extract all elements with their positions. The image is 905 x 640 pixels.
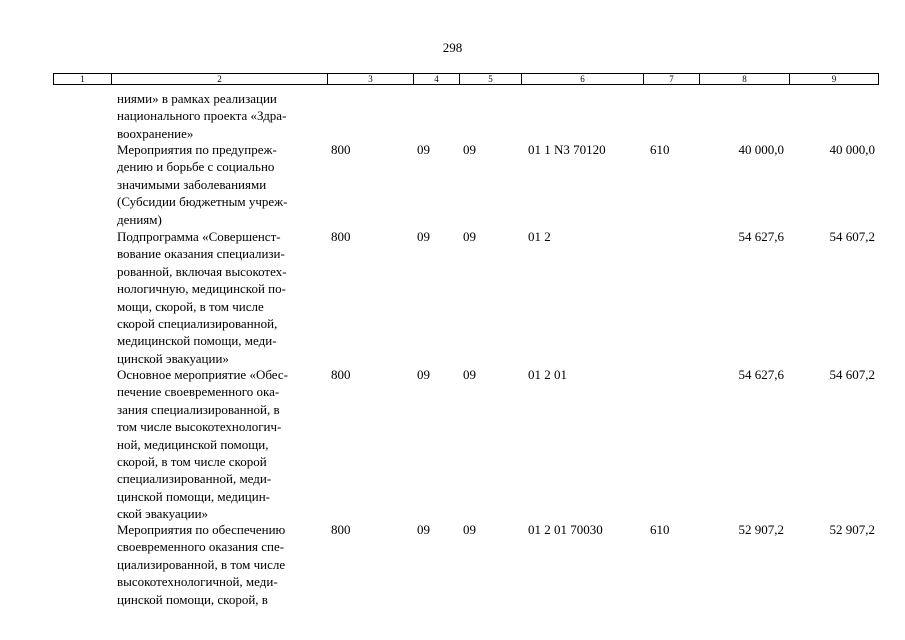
row-col-4: 09 [417,142,430,157]
row-col-8: 54 627,6 [738,229,784,244]
row-col-5: 09 [463,522,476,537]
header-col-1: 1 [54,74,112,84]
row-col-8: 40 000,0 [738,142,784,157]
header-col-3: 3 [328,74,414,84]
row-col-3: 800 [331,522,351,537]
row-col-6: 01 2 01 [528,367,567,382]
row-col-9: 52 907,2 [829,522,875,537]
page-number: 298 [442,40,463,55]
row-description: Подпрограмма «Совершенст- вование оказания специализи- рованной, включая высокотех- нологичную, медицинской по- мощи, скорой, в том числе скорой специализированной, медицинской помощи, меди- цинской эвакуации» [117,229,287,366]
row-description: ниями» в рамках реализации национального проекта «Здра- воохранение» [117,91,287,141]
header-col-2: 2 [112,74,328,84]
header-col-4: 4 [414,74,460,84]
row-col-6: 01 2 [528,229,551,244]
header-col-9: 9 [831,74,837,84]
row-col-3: 800 [331,142,351,157]
row-col-8: 54 627,6 [738,367,784,382]
table-header [53,73,879,85]
header-col-8: 8 [700,74,790,84]
row-description: Основное мероприятие «Обес- печение своевременного ока- зания специализированной, в том числе высокотехнологич- ной, медицинской помощи, скорой, в том числе скорой специализированной, меди- цинской помощи, медицин- ской эвакуации» [117,367,288,522]
row-col-9: 54 607,2 [829,367,875,382]
header-col-7: 7 [644,74,700,84]
row-description: Мероприятия по обеспечению своевременного оказания спе- циализированной, в том числе высокотехнологичной, меди- цинской помощи, скорой, в [117,522,286,607]
row-col-7: 610 [650,522,670,537]
row-col-4: 09 [417,367,430,382]
row-col-5: 09 [463,229,476,244]
row-col-4: 09 [417,229,430,244]
row-col-3: 800 [331,367,351,382]
row-col-9: 54 607,2 [829,229,875,244]
row-description: Мероприятия по предупреж- дению и борьбе с социально значимыми заболеваниями (Субсидии бюджетным учреж- дениям) [117,142,288,227]
row-col-7: 610 [650,142,670,157]
row-col-6: 01 1 N3 70120 [528,142,606,157]
header-col-6: 6 [522,74,644,84]
header-col-5: 5 [460,74,522,84]
row-col-9: 40 000,0 [829,142,875,157]
row-col-3: 800 [331,229,351,244]
row-col-8: 52 907,2 [738,522,784,537]
row-col-5: 09 [463,367,476,382]
row-col-4: 09 [417,522,430,537]
row-col-6: 01 2 01 70030 [528,522,603,537]
row-col-5: 09 [463,142,476,157]
